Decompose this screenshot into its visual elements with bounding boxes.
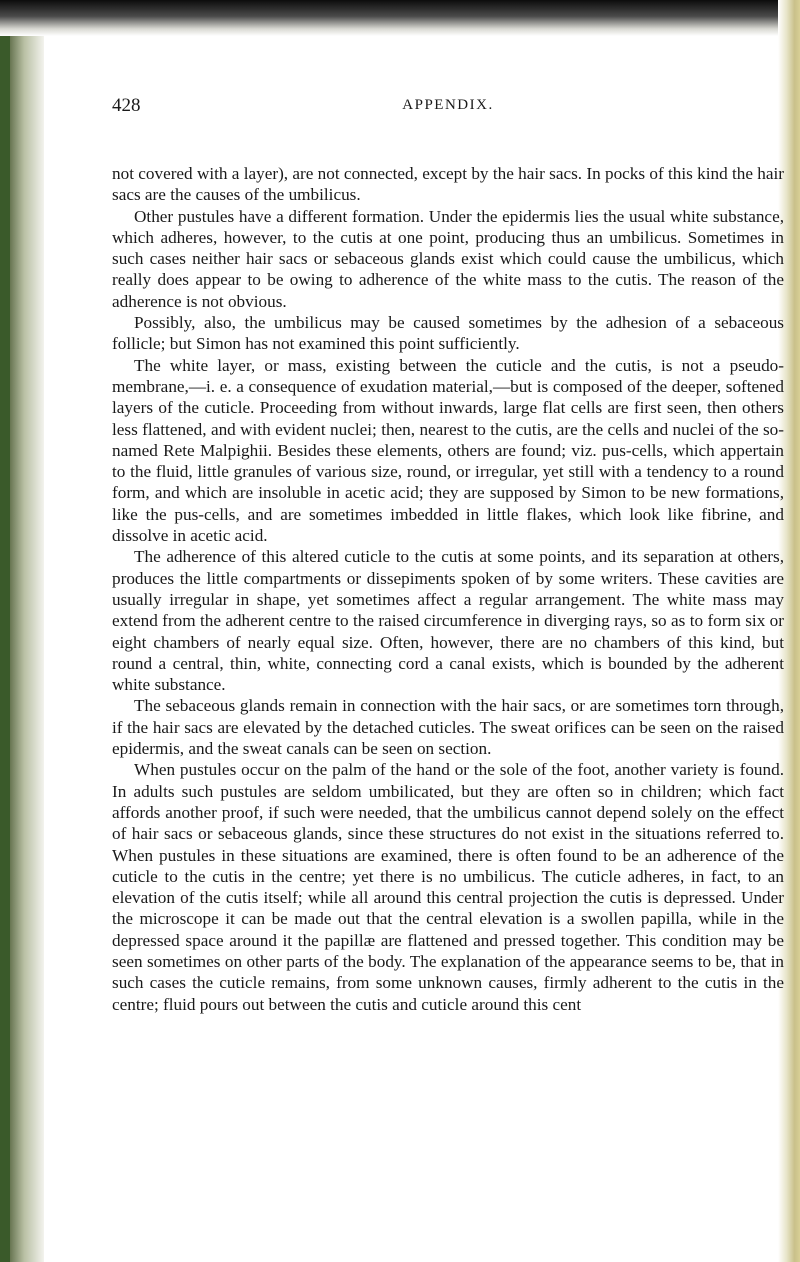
paragraph: When pustules occur on the palm of the hand or the sole of the foot, another variety is found. In adults such pustules are seldom umbilicated, but they are often so in children; which fact affords another proof, if such were needed, that the umbilicus cannot depend solely on the effect of hair sacs or sebaceous glands, since these structures do not exist in the situations referred to. When pustules in these situations are examined, there is often found to be an adherence of the cuticle to the cutis in the centre; yet there is no umbilicus. The cuticle adheres, in fact, to an elevation of the cutis itself; while all around this central projection the cutis is depressed. Under the microscope it can be made out that the central elevation is a swollen papilla, while in the depressed space around it the papillæ are flattened and pressed together. This condition may be seen sometimes on other parts of the body. The explanation of the appearance seems to be, that in such cases the cuticle remains, from some unknown causes, firmly adherent to the cutis in the centre; fluid pours out between the cutis and cuticle around this cent — [112, 760, 784, 1014]
paragraph: The white layer, or mass, existing between the cuticle and the cutis, is not a pseudo-membrane,—i. e. a consequence of exudation material,—but is composed of the deeper, softened layers of the cuticle. Proceeding from without inwards, large flat cells are first seen, then others less flattened, and with evident nuclei; then, nearest to the cutis, are the cells and nuclei of the so-named Rete Malpighii. Besides these elements, others are found; viz. pus-cells, which appertain to the fluid, little granules of various size, round, or irregular, yet still with a tendency to a round form, and which are insoluble in acetic acid; they are supposed by Simon to be new formations, like the pus-cells, and are sometimes imbedded in little flakes, which look like fibrine, and dissolve in acetic acid. — [112, 355, 784, 546]
binding-edge — [0, 0, 10, 1262]
paragraph: not covered with a layer), are not connected, except by the hair sacs. In pocks of this kind the hair sacs are the causes of the umbilicus. — [112, 164, 784, 205]
paragraph: The adherence of this altered cuticle to the cutis at some points, and its separation at others, produces the little compartments or dissepiments spoken of by some writers. These cavities are usually irregular in shape, yet sometimes affect a regular arrangement. The white mass may extend from the adherent centre to the raised circumference in diverging rays, so as to form six or eight chambers of nearly equal size. Often, however, there are no chambers of this kind, but round a central, thin, white, connecting cord a canal exists, which is bounded by the adherent white substance. — [112, 547, 784, 695]
paragraph: Possibly, also, the umbilicus may be caused sometimes by the adhesion of a sebaceous follicle; but Simon has not examined this point sufficiently. — [112, 313, 784, 354]
running-head: APPENDIX. — [402, 97, 494, 113]
page-body — [112, 163, 784, 1015]
page-number: 428 — [112, 95, 141, 116]
page-header — [112, 95, 784, 129]
book-page — [112, 95, 784, 1015]
paragraph: Other pustules have a different formation. Under the epidermis lies the usual white substance, which adheres, however, to the cutis at one point, producing thus an umbilicus. Sometimes in such cases neither hair sacs or sebaceous glands exist which could cause the umbilicus, which really does appear to be owing to adherence of the white mass to the cutis. The reason of the adherence is not obvious. — [112, 206, 784, 311]
paragraph: The sebaceous glands remain in connection with the hair sacs, or are sometimes torn through, if the hair sacs are elevated by the detached cuticles. The sweat orifices can be seen on the raised epidermis, and the sweat canals can be seen on section. — [112, 696, 784, 759]
top-page-edge — [0, 0, 800, 36]
